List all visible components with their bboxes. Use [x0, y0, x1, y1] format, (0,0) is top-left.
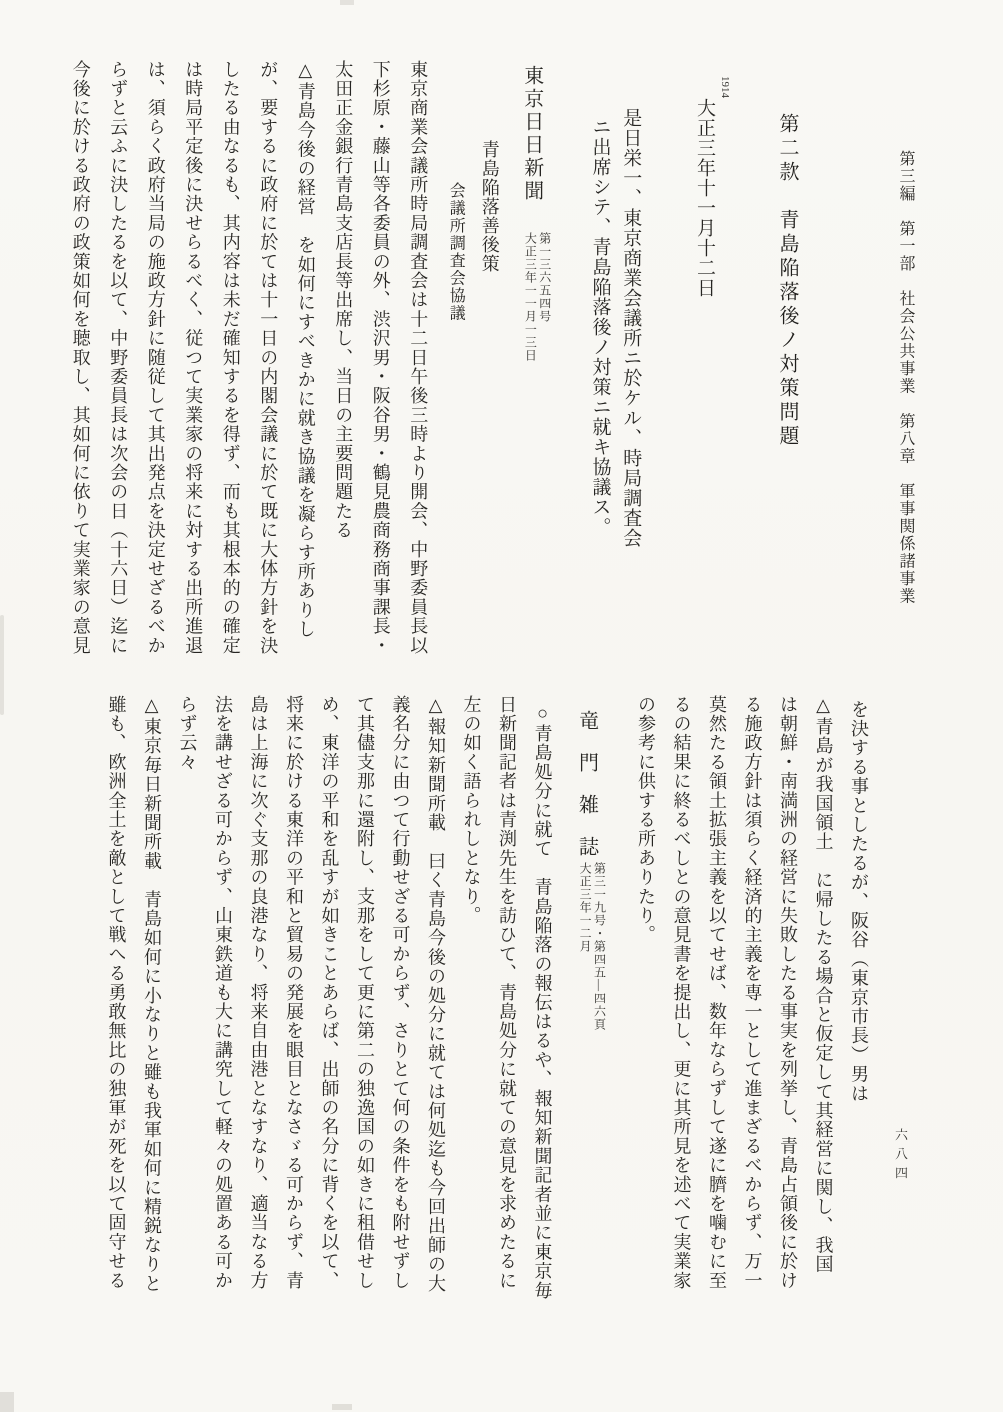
- summary-line: ニ出席シテ、青島陥落後ノ対策ニ就キ協議ス。: [589, 117, 611, 537]
- body-column: らずと云ふに決したるを以て、中野委員長は次会の日（十六日）迄に: [108, 60, 129, 656]
- body-column: め、東洋の平和を乱すが如きことあらば、出師の名分に背くを以て、: [319, 695, 340, 1291]
- body-column: の参考に供する所ありたり。: [636, 695, 656, 945]
- body-column: て其儘支那に還附し、支那をして更に第二の独逸国の如きに租借せし: [355, 695, 375, 1291]
- source-note-date: 大正三年一一月一三日: [523, 232, 538, 362]
- scan-artifact: [0, 1392, 14, 1412]
- body-column: 東京商業会議所時局調査会は十二日午後三時より開会、中野委員長以: [408, 60, 429, 656]
- body-column: は、須らく政府当局の施政方針に随従して其出発点を決定せざるべか: [145, 60, 166, 656]
- body-column: るの結果に終るべしとの意見書を提出し、更に其所見を述べて実業家: [671, 695, 692, 1291]
- summary-line: 是日栄一、東京商業会議所ニ於ケル、時局調査会: [620, 108, 642, 548]
- body-column: 日新聞記者は青渕先生を訪ひて、青島処分に就ての意見を求めたるに: [497, 695, 517, 1291]
- body-column: ○青島処分に就て 青島陥落の報伝はるや、報知新聞記者並に東京毎: [532, 703, 553, 1301]
- source-title-text: 東京日日新聞: [520, 65, 543, 203]
- body-column: 将来に於ける東洋の平和と貿易の発展を眼目となさゞる可からず、青: [284, 695, 304, 1291]
- body-column: 雖も、欧洲全土を敵として戦へる勇敢無比の独軍が死を以て固守せる: [106, 695, 127, 1291]
- body-column: 法を講せざる可からず、山東鉄道も大に講究して軽々の処置ある可か: [213, 695, 233, 1291]
- date-heading: [692, 60, 731, 660]
- source-title-tokyo-nichinichi: [519, 60, 552, 660]
- source-title-text: 竜 門 雑 誌: [575, 710, 598, 857]
- body-column: 左の如く語られしとなり。: [461, 695, 482, 926]
- section-title: 第二款 青島陥落後ノ対策問題: [776, 113, 798, 449]
- source-note-date: 大正三年一二月: [578, 862, 593, 953]
- scan-artifact: [340, 0, 354, 5]
- source-note-issue: 第一三六五四号: [537, 232, 552, 323]
- body-column: △青島が我国領土 に帰したる場合と仮定して其経営に関し、我国: [813, 695, 834, 1274]
- body-column: る施政方針は須らく経済的主義を専一として進まざるべからず、万一: [742, 695, 763, 1291]
- scan-artifact: [332, 1404, 352, 1410]
- body-column: △報知新聞所載 曰く青島今後の処分に就ては何処迄も今回出師の大: [426, 695, 446, 1294]
- body-column: △青島今後の経営 を如何にすべきかに就き協議を凝らす所ありし: [295, 60, 316, 639]
- body-column: は朝鮮・南満洲の経営に失敗したる事実を列挙し、青島占領後に於け: [778, 695, 798, 1291]
- body-column: 島は上海に次ぐ支那の良港なり、将来自由港となすなり、適当なる方: [248, 695, 269, 1291]
- body-column: 今後に於ける政府の政策如何を聴取し、其如何に依りて実業家の意見: [70, 60, 91, 656]
- headline: 青島陥落善後策: [479, 140, 500, 273]
- subheadline: 会議所調査会協議: [447, 182, 465, 322]
- body-column: したる由なるも、其内容は未だ確知するを得ず、而も其根本的の確定: [220, 60, 241, 656]
- top-text-block: [54, 60, 915, 660]
- source-title-ryumon-zasshi: [574, 695, 607, 1312]
- source-note: [578, 862, 607, 1031]
- body-column: は時局平定後に決せらるべく、従つて実業家の将来に対する出所進退: [183, 60, 204, 656]
- body-column: △東京毎日新聞所載 青島如何に小なりと雖も我軍如何に精鋭なりと: [142, 695, 162, 1294]
- body-column: 義名分に由つて行動せざる可からず、さりとて何の条件をも附せずし: [390, 695, 411, 1291]
- bottom-text-block: [92, 695, 870, 1312]
- date-heading-text: 大正三年十一月十二日: [694, 98, 715, 298]
- body-column: 太田正金銀行青島支店長等出席し、当日の主要問題たる: [333, 60, 354, 540]
- source-note-issue: 第三一九号・第四五—四六頁: [592, 862, 607, 1031]
- body-column: 莫然たる領土拡張主義を以てせば、数年ならずして遂に臍を噛むに至: [707, 695, 727, 1291]
- body-column: を決する事としたるが、阪谷（東京市長）男は: [849, 700, 869, 1104]
- year-label: 1914: [719, 76, 731, 98]
- body-column: が、要するに政府に於ては十一日の内閣会議に於て既に大体方針を決: [258, 60, 279, 656]
- running-header: 第三編 第一部 社会公共事業 第八章 軍事関係諸事業: [897, 150, 914, 605]
- page-number: 六八四: [893, 1128, 908, 1185]
- source-note: [523, 232, 552, 362]
- body-column: 下杉原・藤山等各委員の外、渋沢男・阪谷男・鶴見農商務商事課長・: [370, 60, 391, 656]
- scan-artifact: [0, 615, 4, 715]
- body-column: らず云々: [177, 695, 198, 772]
